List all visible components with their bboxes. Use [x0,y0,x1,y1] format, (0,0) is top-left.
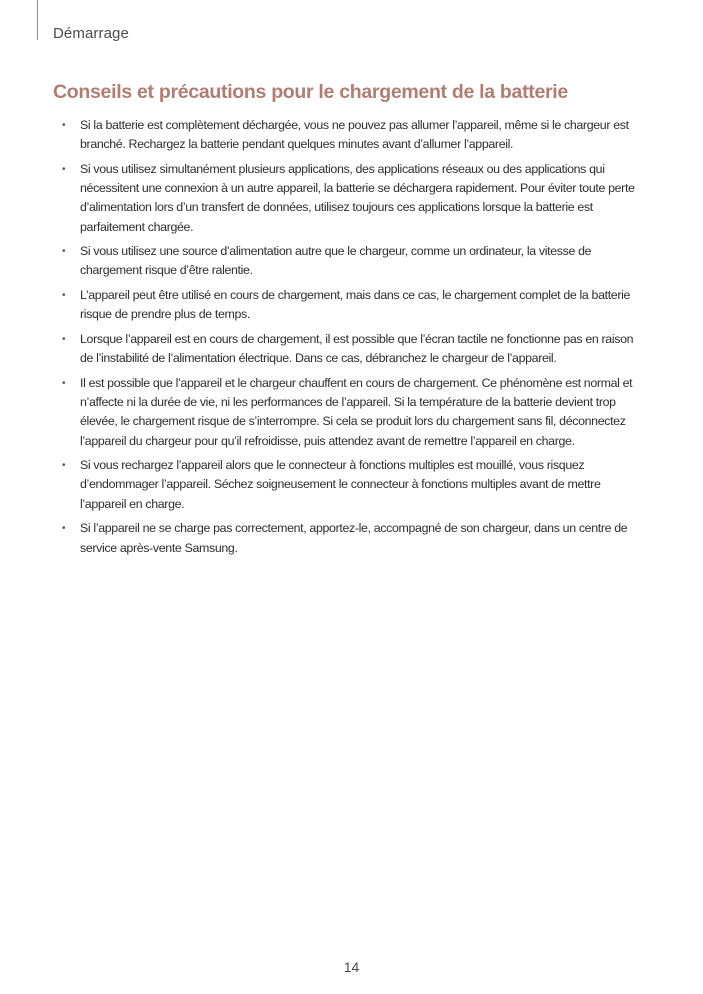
list-item-text: Si vous rechargez l’appareil alors que le connecteur à fonctions multiples est mouillé, vous risquez d’endommager l’appareil. Séchez soigneusement le connecteur à fonctions multiples avant de mettre l’appareil en charge. [80,458,601,511]
bullet-icon: • [62,460,66,472]
list-item [62,116,648,154]
tips-list [62,116,648,563]
list-item-text: Il est possible que l’appareil et le chargeur chauffent en cours de chargement. Ce phénomène est normal et n’affecte ni la durée de vie, ni les performances de l’appareil. Si la température de la batterie devient trop élevée, le chargement risque de s’interrompre. Si cela se produit lors du chargement sans fil, déconnectez l’appareil du chargeur pour qu’il refroidisse, puis attendez avant de remettre l’appareil en charge. [80,375,633,448]
page-number: 14 [343,959,360,975]
list-item [62,519,648,557]
page-title: Conseils et précautions pour le chargement de la batterie [53,81,568,103]
bullet-icon: • [62,334,66,346]
list-item [62,286,648,324]
list-item-text: Si vous utilisez une source d’alimentation autre que le chargeur, comme un ordinateur, la vitesse de chargement risque d’être ralentie. [80,244,592,278]
list-item-text: Lorsque l’appareil est en cours de chargement, il est possible que l’écran tactile ne fonctionne pas en raison de l’instabilité de l’alimentation électrique. Dans ce cas, débranchez le chargeur de l’appareil. [80,332,634,366]
list-item [62,242,648,280]
list-item-text: Si vous utilisez simultanément plusieurs applications, des applications réseaux ou des applications qui nécessitent une connexion à un autre appareil, la batterie se déchargera rapidement. Pour éviter toute perte d’alimentation lors d’un transfert de données, utilisez toujours ces applications lorsque la batterie est parfaitement chargée. [80,161,635,234]
list-item-text: Si la batterie est complètement déchargée, vous ne pouvez pas allumer l’appareil, même si le chargeur est branché. Rechargez la batterie pendant quelques minutes avant d’allumer l’appareil. [80,118,629,152]
list-item [62,456,648,514]
section-header: Démarrage [53,25,129,42]
bullet-icon: • [62,246,66,258]
list-item-text: Si l’appareil ne se charge pas correctement, apportez-le, accompagné de son chargeur, dans un centre de service après-vente Samsung. [80,521,628,555]
bullet-icon: • [62,290,66,302]
list-item-text: L’appareil peut être utilisé en cours de chargement, mais dans ce cas, le chargement complet de la batterie risque de prendre plus de temps. [80,288,631,322]
list-item [62,160,648,237]
bullet-icon: • [62,523,66,535]
list-item [62,330,648,368]
bullet-icon: • [62,120,66,131]
bullet-icon: • [62,377,66,389]
bullet-icon: • [62,163,66,175]
margin-rule [37,0,38,40]
list-item [62,374,648,451]
